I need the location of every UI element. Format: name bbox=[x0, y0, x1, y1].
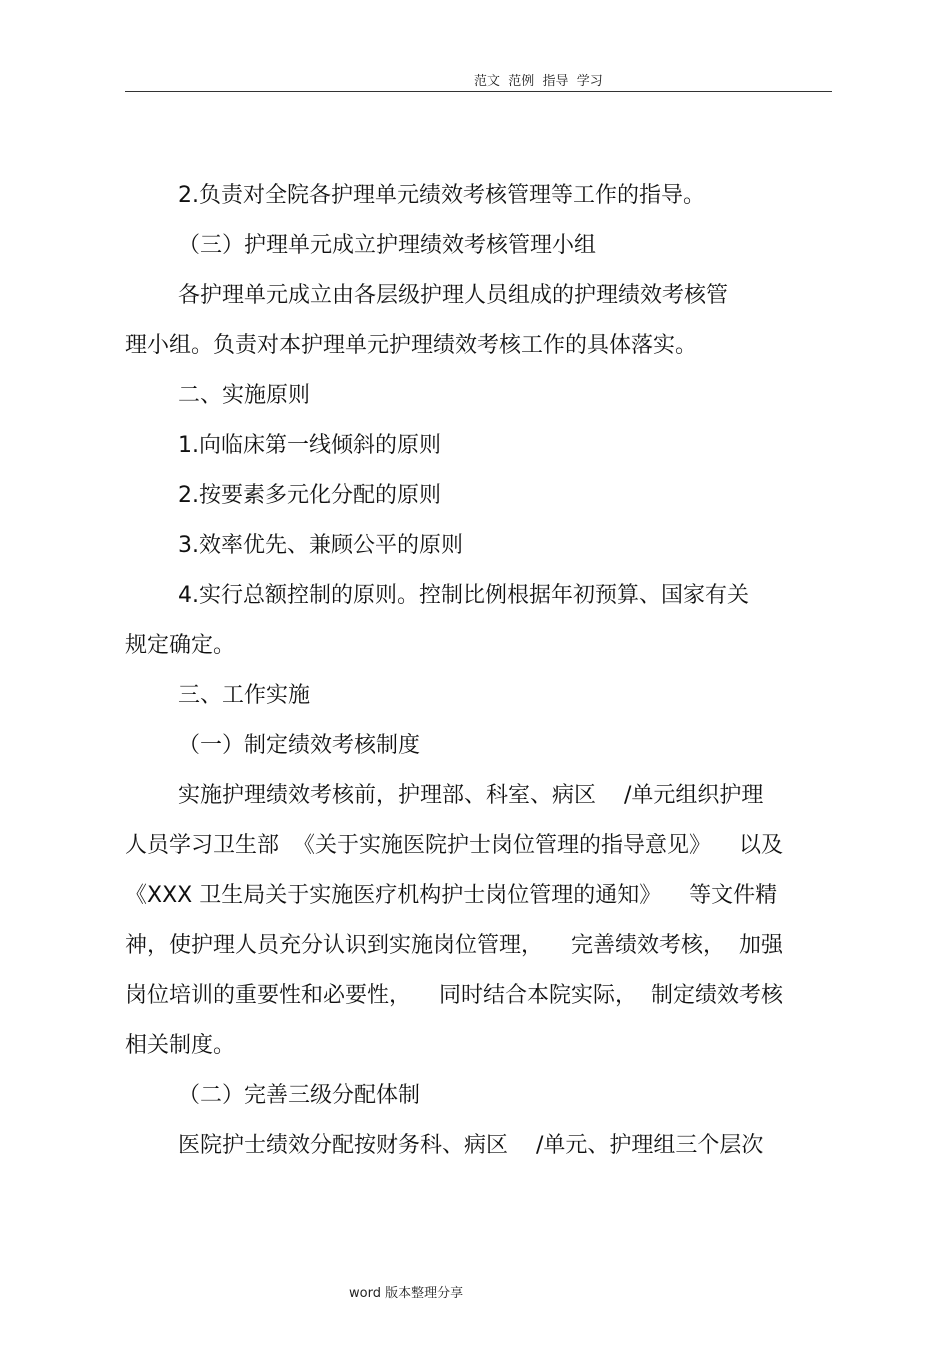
text-line: 理小组。负责对本护理单元护理绩效考核工作的具体落实。 bbox=[125, 333, 698, 358]
text-line: 医院护士绩效分配按财务科、病区 /单元、护理组三个层次 bbox=[178, 1133, 764, 1158]
text-line: （三）护理单元成立护理绩效考核管理小组 bbox=[178, 233, 597, 258]
text-line: 3.效率优先、兼顾公平的原则 bbox=[178, 533, 463, 558]
footer-note: word 版本整理分享 bbox=[349, 1286, 464, 1301]
text-line: 岗位培训的重要性和必要性， 同时结合本院实际， 制定绩效考核 bbox=[125, 983, 783, 1008]
text-line: 相关制度。 bbox=[125, 1033, 236, 1058]
text-line: 2.按要素多元化分配的原则 bbox=[178, 483, 441, 508]
text-line: 三、工作实施 bbox=[178, 683, 311, 708]
text-line: 二、实施原则 bbox=[178, 383, 311, 408]
text-line: 2.负责对全院各护理单元绩效考核管理等工作的指导。 bbox=[178, 183, 705, 208]
text-line: 各护理单元成立由各层级护理人员组成的护理绩效考核管 bbox=[178, 283, 729, 308]
text-line: 人员学习卫生部 《关于实施医院护士岗位管理的指导意见》 以及 bbox=[125, 833, 783, 858]
text-line: 神，使护理人员充分认识到实施岗位管理， 完善绩效考核， 加强 bbox=[125, 933, 783, 958]
text-line: （一）制定绩效考核制度 bbox=[178, 733, 421, 758]
text-line: 实施护理绩效考核前，护理部、科室、病区 /单元组织护理 bbox=[178, 783, 764, 808]
text-line: （二）完善三级分配体制 bbox=[178, 1083, 421, 1108]
text-line: 1.向临床第一线倾斜的原则 bbox=[178, 433, 441, 458]
text-line: 《XXX 卫生局关于实施医疗机构护士岗位管理的通知》 等文件精 bbox=[125, 883, 778, 908]
header-divider bbox=[125, 91, 832, 92]
header-title: 范文 范例 指导 学习 bbox=[474, 74, 603, 89]
text-line: 4.实行总额控制的原则。控制比例根据年初预算、国家有关 bbox=[178, 583, 749, 608]
text-line: 规定确定。 bbox=[125, 633, 236, 658]
